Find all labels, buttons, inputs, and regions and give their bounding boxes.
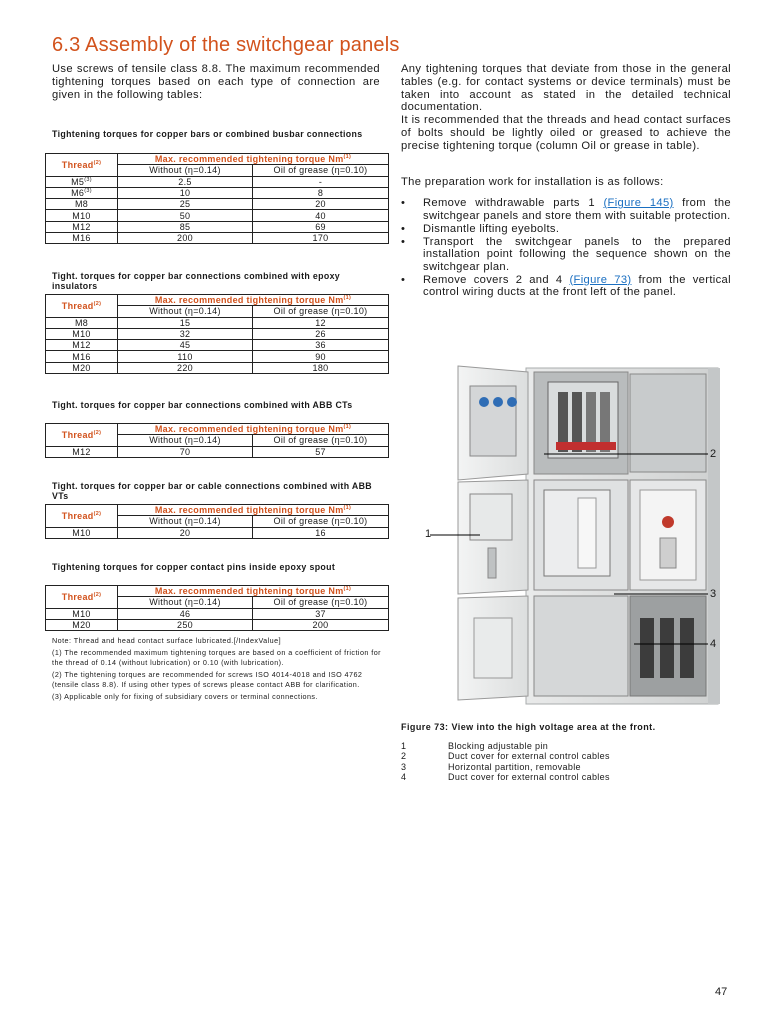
without-lubrication-header: Without (η=0.14) [118, 435, 253, 446]
thread-header-label: Thread [61, 591, 94, 602]
torque-table [45, 423, 389, 458]
thread-cell [46, 619, 118, 630]
thread-value: M5 [71, 176, 85, 187]
thread-header-label: Thread [61, 159, 94, 170]
table-row [46, 527, 389, 538]
thread-cell [46, 446, 118, 457]
oil-grease-header: Oil of grease (η=0.10) [253, 435, 389, 446]
table-row [46, 199, 389, 210]
oil-value: 57 [253, 446, 389, 457]
without-value: 200 [118, 233, 253, 244]
deviation-paragraph: Any tightening torques that deviate from those in the general tables (e.g. for contact systems or device terminals) must be taken into account as stated in the detailed technical documentation. [401, 63, 731, 114]
max-torque-header-label: Max. recommended tightening torque Nm [154, 295, 344, 306]
step-text: Dismantle lifting eyebolts. [423, 222, 560, 235]
thread-value: M10 [72, 210, 91, 221]
thread-cell [46, 340, 118, 351]
without-value: 85 [118, 221, 253, 232]
table-caption: Tight. torques for copper bar or cable connections combined with ABB VTs [52, 481, 372, 502]
max-torque-header-label: Max. recommended tightening torque Nm [154, 424, 344, 435]
callout-4: 4 [710, 638, 717, 650]
max-torque-header [118, 424, 389, 435]
legend-text: Duct cover for external control cables [448, 771, 610, 782]
thread-cell [46, 221, 118, 232]
table-row [46, 221, 389, 232]
without-value: 220 [118, 362, 253, 373]
step-dismantle-eyebolts [400, 223, 731, 236]
thread-cell [46, 317, 118, 328]
without-value: 46 [118, 608, 253, 619]
thread-value: M10 [72, 527, 91, 538]
note-general: Note: Thread and head contact surface lubricated.[/IndexValue] [52, 636, 282, 645]
torque-table [45, 294, 389, 374]
legend-text: Blocking adjustable pin [448, 741, 549, 751]
table-row [46, 608, 389, 619]
thread-value: M10 [72, 608, 91, 619]
bullet-icon: • [401, 273, 406, 286]
preparation-steps [400, 197, 731, 299]
table-row [46, 187, 389, 198]
footnote-mark: (3) [84, 188, 92, 195]
without-value: 110 [118, 351, 253, 362]
footnote-mark: (2) [93, 510, 102, 517]
legend-text: Duct cover for external control cables [448, 751, 610, 762]
table-notes [52, 636, 388, 704]
oil-value: 37 [253, 608, 389, 619]
thread-cell [46, 199, 118, 210]
table-row [46, 340, 389, 351]
legend-row [401, 772, 610, 782]
thread-value: M12 [72, 446, 91, 457]
thread-value: M12 [72, 340, 91, 351]
footnote-mark: (2) [93, 591, 102, 598]
max-torque-header [118, 586, 389, 597]
footnote-mark: (1) [343, 505, 352, 512]
legend-number: 1 [401, 741, 407, 751]
table-row [46, 210, 389, 221]
footnote-mark: (3) [84, 176, 92, 183]
table-row [46, 619, 389, 630]
page-number: 47 [715, 986, 728, 998]
thread-value: M20 [72, 362, 91, 373]
footnote-3: (3) Applicable only for fixing of subsidiary covers or terminal connections. [52, 692, 318, 702]
oil-value: 40 [253, 210, 389, 221]
without-lubrication-header: Without (η=0.14) [118, 306, 253, 317]
thread-header [46, 586, 118, 609]
figure-caption: Figure 73: View into the high voltage area at the front. [401, 722, 656, 732]
table-caption: Tightening torques for copper contact pins inside epoxy spout [52, 562, 336, 572]
thread-header-label: Thread [61, 510, 94, 521]
table-caption: Tight. torques for copper bar connections combined with epoxy insulators [52, 271, 341, 292]
table-caption: Tight. torques for copper bar connections combined with ABB CTs [52, 400, 353, 410]
thread-header [46, 424, 118, 447]
thread-header [46, 505, 118, 528]
without-value: 25 [118, 199, 253, 210]
callout-1: 1 [425, 528, 432, 540]
table-caption: Tightening torques for copper bars or combined busbar connections [52, 129, 363, 139]
thread-header [46, 154, 118, 177]
oil-value: - [253, 176, 389, 187]
step-remove-covers [400, 274, 731, 299]
thread-cell [46, 233, 118, 244]
table-row [46, 328, 389, 339]
oil-grease-header: Oil of grease (η=0.10) [253, 165, 389, 176]
footnote-mark: (1) [343, 586, 352, 593]
thread-value: M6 [71, 188, 85, 199]
step-remove-withdrawable [400, 197, 731, 222]
table-row [46, 317, 389, 328]
thread-value: M8 [74, 317, 89, 328]
oil-value: 8 [253, 187, 389, 198]
thread-value: M20 [72, 620, 91, 631]
figure-73-link[interactable]: (Figure 73) [569, 273, 632, 286]
step-text: Transport the switchgear panels to the prepared installation point following the sequence shown on the switchgear plan. [423, 235, 731, 273]
step-text: Remove covers 2 and 4 [423, 273, 563, 286]
torque-table [45, 153, 389, 244]
step-text: from the switchgear panels and store them with suitable protection. [423, 197, 731, 222]
footnote-mark: (1) [343, 154, 352, 161]
thread-header-label: Thread [61, 300, 94, 311]
table-row [46, 446, 389, 457]
footnote-2: (2) The tightening torques are recommended for screws ISO 4014-4018 and ISO 4762 (tensile class 8.8). If using other types of screws please contact ABB for clarification. [52, 670, 363, 689]
oil-value: 26 [253, 328, 389, 339]
footnote-mark: (2) [93, 300, 102, 307]
max-torque-header-label: Max. recommended tightening torque Nm [154, 505, 344, 516]
step-transport [400, 236, 731, 274]
legend-row [401, 741, 610, 751]
figure-145-link[interactable]: (Figure 145) [603, 197, 674, 209]
legend-row [401, 751, 610, 761]
without-value: 20 [118, 527, 253, 538]
thread-header [46, 295, 118, 318]
bullet-icon: • [401, 235, 406, 248]
oil-value: 69 [253, 221, 389, 232]
bullet-icon: • [401, 222, 406, 235]
thread-cell [46, 187, 118, 198]
oil-value: 12 [253, 317, 389, 328]
oil-value: 170 [253, 233, 389, 244]
oil-grease-header: Oil of grease (η=0.10) [253, 516, 389, 527]
max-torque-header [118, 295, 389, 306]
legend-row [401, 762, 610, 772]
section-title: 6.3 Assembly of the switchgear panels [52, 34, 400, 56]
max-torque-header-label: Max. recommended tightening torque Nm [154, 154, 344, 165]
thread-header-label: Thread [61, 429, 94, 440]
max-torque-header [118, 505, 389, 516]
without-lubrication-header: Without (η=0.14) [118, 597, 253, 608]
step-text: from the vertical control wiring ducts at the front left of the panel. [423, 273, 731, 299]
thread-value: M12 [72, 221, 91, 232]
thread-value: M16 [72, 351, 91, 362]
legend-number: 4 [401, 771, 407, 782]
table-row [46, 362, 389, 373]
without-value: 10 [118, 187, 253, 198]
footnote-mark: (1) [343, 295, 352, 302]
figure-legend [401, 741, 610, 782]
step-text: Remove withdrawable parts 1 [423, 197, 595, 209]
thread-cell [46, 527, 118, 538]
footnote-mark: (2) [93, 429, 102, 436]
max-torque-header-label: Max. recommended tightening torque Nm [154, 586, 344, 597]
legend-number: 2 [401, 751, 407, 762]
oil-value: 90 [253, 351, 389, 362]
switchgear-illustration [408, 362, 730, 708]
torque-table [45, 585, 389, 631]
thread-cell [46, 176, 118, 187]
thread-cell [46, 608, 118, 619]
lubrication-paragraph: It is recommended that the threads and head contact surfaces of bolts should be lightly oiled or greased to achieve the precise tightening torque (column Oil or grease in table). [401, 114, 731, 152]
thread-value: M10 [72, 329, 91, 340]
thread-value: M8 [74, 199, 89, 210]
thread-value: M16 [72, 233, 91, 244]
oil-grease-header: Oil of grease (η=0.10) [253, 597, 389, 608]
oil-value: 200 [253, 619, 389, 630]
bullet-icon: • [401, 197, 406, 209]
table-row [46, 351, 389, 362]
right-column-text [401, 63, 731, 153]
callout-2: 2 [710, 448, 717, 460]
thread-cell [46, 351, 118, 362]
callout-3: 3 [710, 588, 717, 600]
footnote-1: (1) The recommended maximum tightening torques are based on a coefficient of friction for the thread of 0.14 (without lubrication) or 0.10 (with lubrication). [52, 648, 382, 667]
footnote-mark: (1) [343, 424, 352, 431]
preparation-intro: The preparation work for installation is as follows: [401, 176, 664, 188]
oil-value: 16 [253, 527, 389, 538]
thread-cell [46, 328, 118, 339]
without-value: 250 [118, 619, 253, 630]
without-value: 45 [118, 340, 253, 351]
oil-value: 180 [253, 362, 389, 373]
oil-value: 20 [253, 199, 389, 210]
legend-text: Horizontal partition, removable [448, 761, 581, 772]
without-value: 32 [118, 328, 253, 339]
without-value: 50 [118, 210, 253, 221]
table-row [46, 233, 389, 244]
without-value: 15 [118, 317, 253, 328]
max-torque-header [118, 154, 389, 165]
without-value: 2.5 [118, 176, 253, 187]
without-lubrication-header: Without (η=0.14) [118, 516, 253, 527]
without-value: 70 [118, 446, 253, 457]
oil-grease-header: Oil of grease (η=0.10) [253, 306, 389, 317]
table-row [46, 176, 389, 187]
legend-number: 3 [401, 761, 407, 772]
intro-paragraph: Use screws of tensile class 8.8. The maximum recommended tightening torques based on each type of connection are given in the following tables: [52, 63, 380, 101]
footnote-mark: (2) [93, 159, 102, 166]
thread-cell [46, 362, 118, 373]
torque-table [45, 504, 389, 539]
thread-cell [46, 210, 118, 221]
oil-value: 36 [253, 340, 389, 351]
switchgear-figure [408, 362, 730, 708]
without-lubrication-header: Without (η=0.14) [118, 165, 253, 176]
